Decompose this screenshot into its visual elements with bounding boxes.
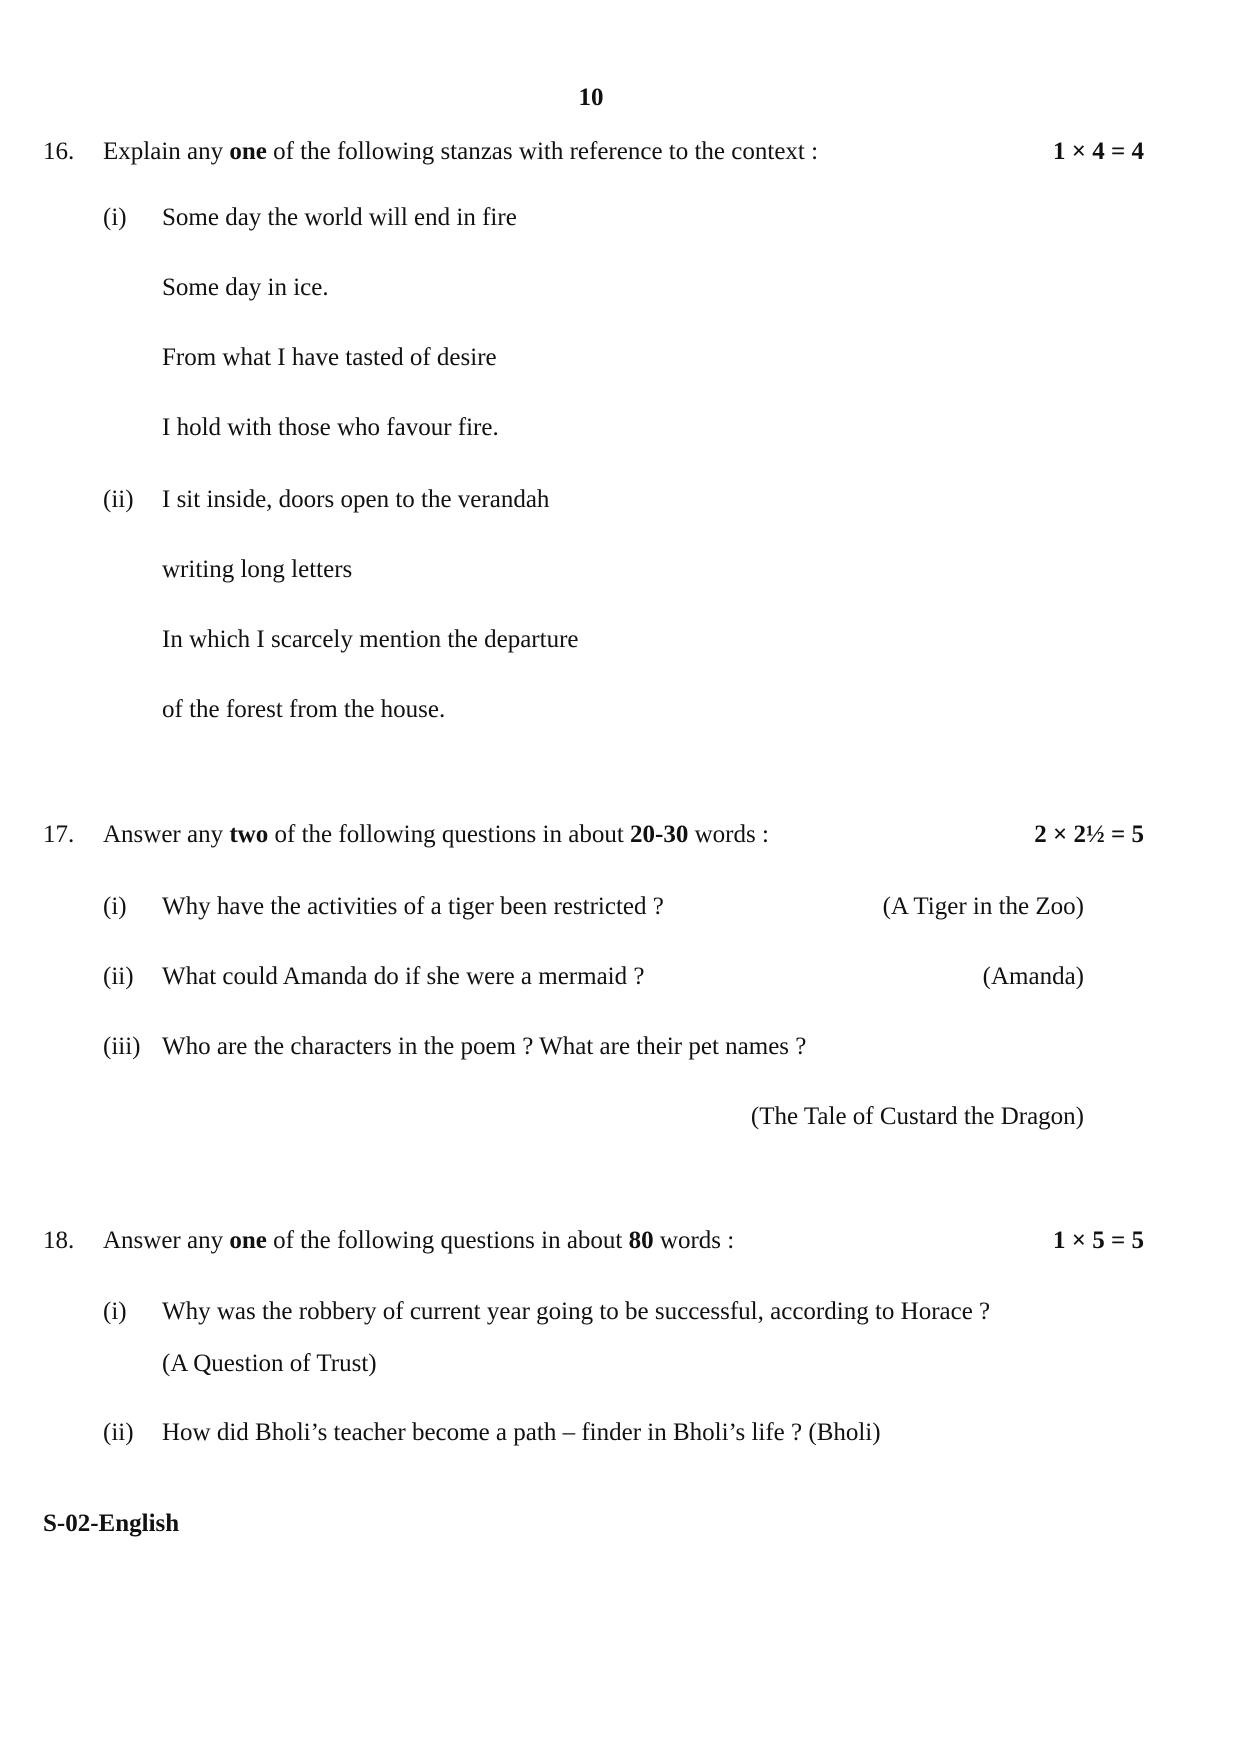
marks-label: 1 × 5 = 5 bbox=[1053, 1227, 1144, 1254]
question-text: Why have the activities of a tiger been restricted ? bbox=[162, 893, 664, 920]
question-prompt: Explain any one of the following stanzas with reference to the context : bbox=[103, 138, 819, 165]
stanza-line: Some day in ice. bbox=[162, 274, 329, 301]
source-label: (Amanda) bbox=[982, 963, 1084, 990]
question-number: 18. bbox=[43, 1227, 75, 1254]
part-label: (i) bbox=[103, 893, 127, 920]
part-label: (i) bbox=[103, 204, 127, 231]
part-label: (ii) bbox=[103, 1419, 134, 1446]
part-label: (ii) bbox=[103, 963, 134, 990]
marks-label: 2 × 2½ = 5 bbox=[1034, 821, 1144, 848]
stanza-line: of the forest from the house. bbox=[162, 696, 446, 723]
question-text: How did Bholi’s teacher become a path – finder in Bholi’s life ? (Bholi) bbox=[162, 1419, 881, 1446]
question-text: What could Amanda do if she were a mermaid ? bbox=[162, 963, 645, 990]
question-prompt: Answer any one of the following questions in about 80 words : bbox=[103, 1227, 735, 1254]
paper-code-footer: S-02-English bbox=[43, 1510, 180, 1537]
source-label: (The Tale of Custard the Dragon) bbox=[750, 1103, 1084, 1130]
stanza-line: In which I scarcely mention the departure bbox=[162, 626, 579, 653]
question-number: 17. bbox=[43, 821, 75, 848]
page-number: 10 bbox=[578, 84, 604, 111]
part-label: (i) bbox=[103, 1298, 127, 1325]
question-number: 16. bbox=[43, 138, 75, 165]
stanza-line: I sit inside, doors open to the verandah bbox=[162, 486, 550, 513]
question-text: Why was the robbery of current year going to be successful, according to Horace ? bbox=[162, 1298, 991, 1325]
stanza-line: I hold with those who favour fire. bbox=[162, 414, 499, 441]
question-prompt: Answer any two of the following questions in about 20-30 words : bbox=[103, 821, 769, 848]
part-label: (iii) bbox=[103, 1033, 141, 1060]
stanza-line: writing long letters bbox=[162, 556, 353, 583]
source-label: (A Tiger in the Zoo) bbox=[882, 893, 1084, 920]
marks-label: 1 × 4 = 4 bbox=[1053, 138, 1144, 165]
stanza-line: Some day the world will end in fire bbox=[162, 204, 517, 231]
stanza-line: From what I have tasted of desire bbox=[162, 344, 497, 371]
part-label: (ii) bbox=[103, 486, 134, 513]
question-text: Who are the characters in the poem ? What are their pet names ? bbox=[162, 1033, 807, 1060]
source-label: (A Question of Trust) bbox=[162, 1350, 377, 1377]
